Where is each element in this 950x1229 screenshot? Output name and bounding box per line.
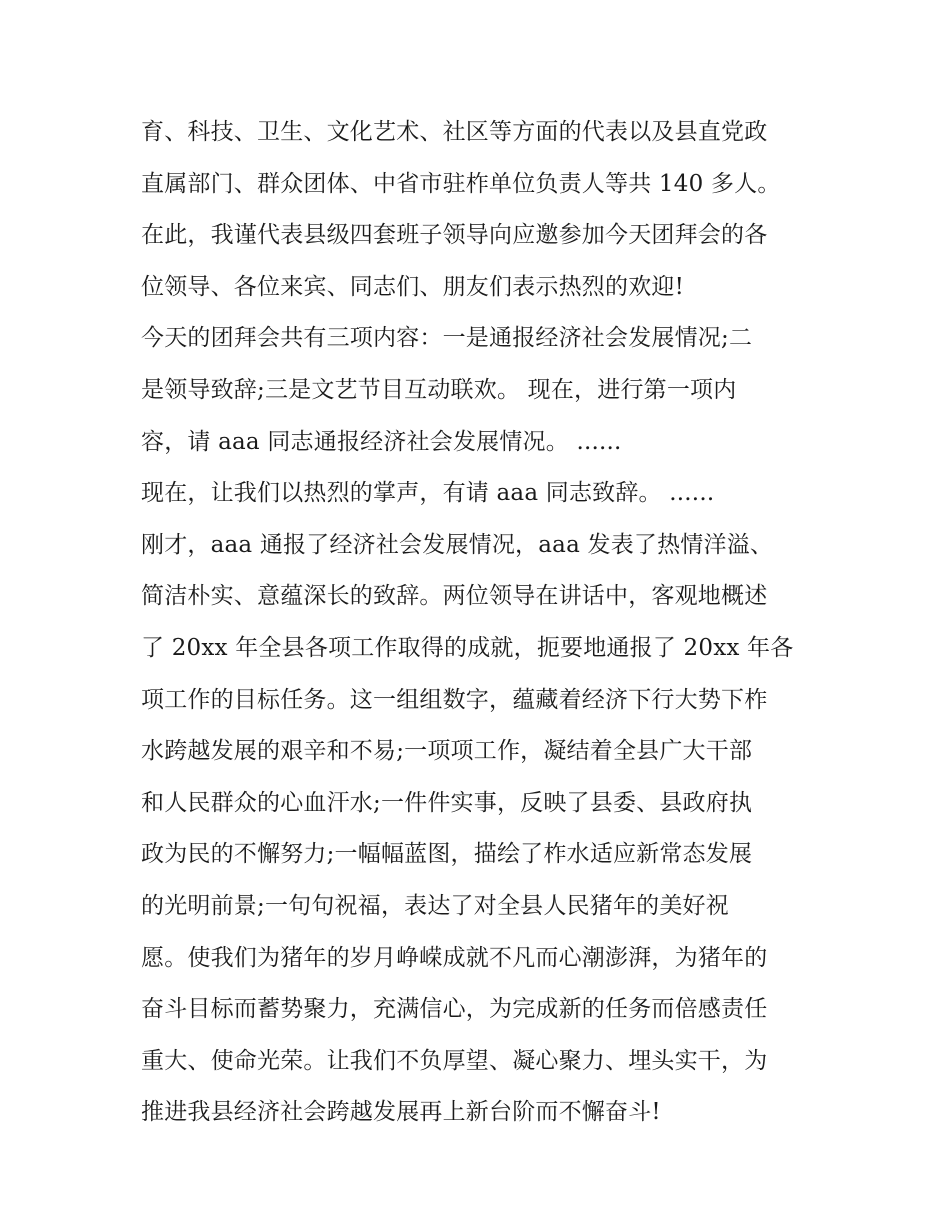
- text-line: 位领导、各位来宾、同志们、朋友们表示热烈的欢迎!: [141, 273, 685, 300]
- text-line: 今天的团拜会共有三项内容：一是通报经济社会发展情况;二: [141, 325, 753, 352]
- text-line: 水跨越发展的艰辛和不易;一项项工作，凝结着全县广大干部: [141, 738, 753, 765]
- text-line: 奋斗目标而蓄势聚力，充满信心，为完成新的任务而倍感责任: [141, 996, 768, 1023]
- text-line: 简洁朴实、意蕴深长的致辞。两位领导在讲话中，客观地概述: [141, 583, 768, 610]
- text-line: 愿。使我们为猪年的岁月峥嵘成就不凡而心潮澎湃，为猪年的: [141, 944, 768, 971]
- text-line: 重大、使命光荣。让我们不负厚望、凝心聚力、埋头实干，为: [141, 1047, 768, 1074]
- text-line: 育、科技、卫生、文化艺术、社区等方面的代表以及县直党政: [141, 119, 768, 145]
- text-line: 和人民群众的心血汗水;一件件实事，反映了县委、县政府执: [141, 789, 753, 816]
- text-line: 项工作的目标任务。这一组组数字，蕴藏着经济下行大势下柞: [141, 686, 768, 713]
- text-line: 直属部门、群众团体、中省市驻柞单位负责人等共 140 多人。: [141, 170, 781, 197]
- text-line: 现在，让我们以热烈的掌声，有请 aaa 同志致辞。 ......: [141, 480, 715, 507]
- text-line: 在此，我谨代表县级四套班子领导向应邀参加今天团拜会的各: [141, 222, 768, 249]
- text-line: 的光明前景;一句句祝福，表达了对全县人民猪年的美好祝: [141, 892, 729, 919]
- text-line: 推进我县经济社会跨越发展再上新台阶而不懈奋斗!: [141, 1099, 661, 1126]
- text-line: 容，请 aaa 同志通报经济社会发展情况。 ......: [141, 428, 622, 455]
- text-line: 刚才，aaa 通报了经济社会发展情况，aaa 发表了热情洋溢、: [141, 531, 774, 558]
- text-line: 是领导致辞;三是文艺节目互动联欢。 现在，进行第一项内: [141, 376, 737, 403]
- text-line: 了 20xx 年全县各项工作取得的成就，扼要地通报了 20xx 年各: [141, 634, 794, 661]
- body-text: [141, 107, 831, 1139]
- text-line: 政为民的不懈努力;一幅幅蓝图，描绘了柞水适应新常态发展: [141, 841, 753, 868]
